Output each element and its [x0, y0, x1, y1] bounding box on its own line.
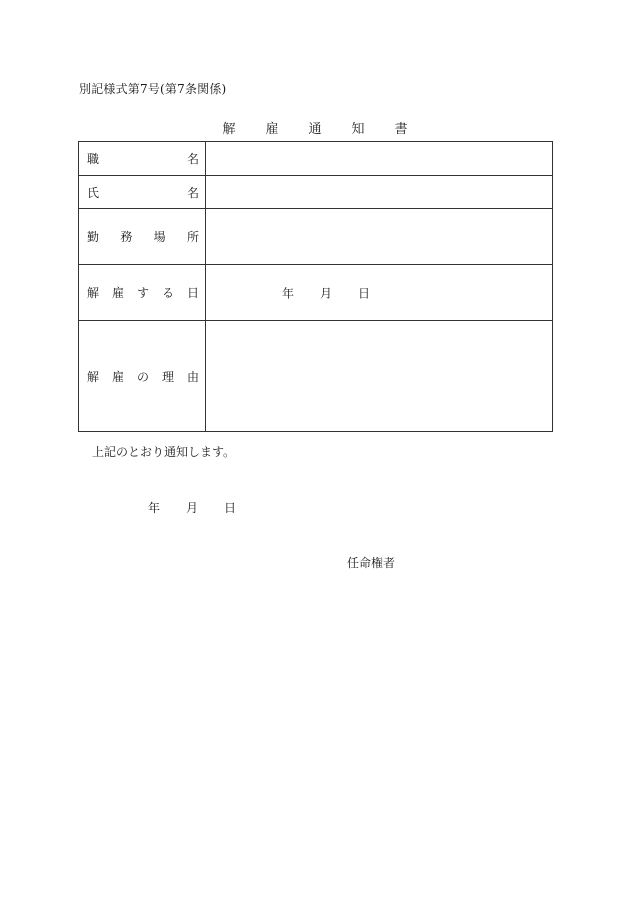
row-workplace	[79, 209, 553, 265]
label-position	[79, 142, 206, 176]
label-char: 勤	[87, 230, 100, 244]
label-char: の	[136, 369, 149, 384]
label-char: 氏	[87, 185, 100, 200]
label-dismissal-reason	[79, 321, 206, 432]
row-position	[79, 142, 553, 176]
notice-statement: 上記のとおり通知します。	[92, 445, 236, 459]
label-dismissal-date	[79, 265, 206, 321]
year-label: 年	[148, 501, 161, 515]
dismissal-date-fields	[282, 284, 370, 301]
row-dismissal-date	[79, 265, 553, 321]
label-char: 職	[87, 152, 100, 166]
title-char: 解	[222, 122, 236, 137]
label-workplace	[79, 209, 206, 265]
day-label: 日	[224, 501, 237, 515]
title-char: 通	[308, 122, 322, 137]
label-char: 解	[87, 286, 100, 300]
label-char: 所	[186, 230, 199, 244]
appointing-authority: 任命権者	[347, 556, 396, 570]
month-label: 月	[186, 501, 199, 515]
label-char: す	[136, 286, 149, 300]
row-name	[79, 176, 553, 209]
day-label: 日	[358, 286, 371, 300]
value-dismissal-date[interactable]	[206, 265, 553, 321]
year-label: 年	[282, 286, 295, 300]
label-name	[79, 176, 206, 209]
label-char: 雇	[111, 286, 124, 300]
label-char: 務	[120, 230, 133, 244]
value-workplace[interactable]	[206, 209, 553, 265]
dismissal-notice-table	[78, 141, 553, 432]
title-char: 知	[351, 122, 365, 137]
document-title	[0, 118, 630, 137]
signature-date	[148, 499, 236, 516]
value-dismissal-reason[interactable]	[206, 321, 553, 432]
value-name[interactable]	[206, 176, 553, 209]
label-char: 日	[186, 286, 199, 300]
row-dismissal-reason	[79, 321, 553, 432]
title-char: 雇	[265, 122, 279, 137]
label-char: 由	[186, 369, 199, 384]
label-char: 理	[161, 369, 174, 384]
label-char: 名	[186, 152, 199, 166]
label-char: 雇	[111, 369, 124, 384]
month-label: 月	[320, 286, 333, 300]
label-char: る	[161, 286, 174, 300]
label-char: 解	[87, 369, 100, 384]
title-char: 書	[394, 122, 408, 137]
label-char: 場	[153, 230, 166, 244]
form-reference: 別記様式第7号(第7条関係)	[79, 82, 227, 96]
label-char: 名	[186, 185, 199, 200]
value-position[interactable]	[206, 142, 553, 176]
